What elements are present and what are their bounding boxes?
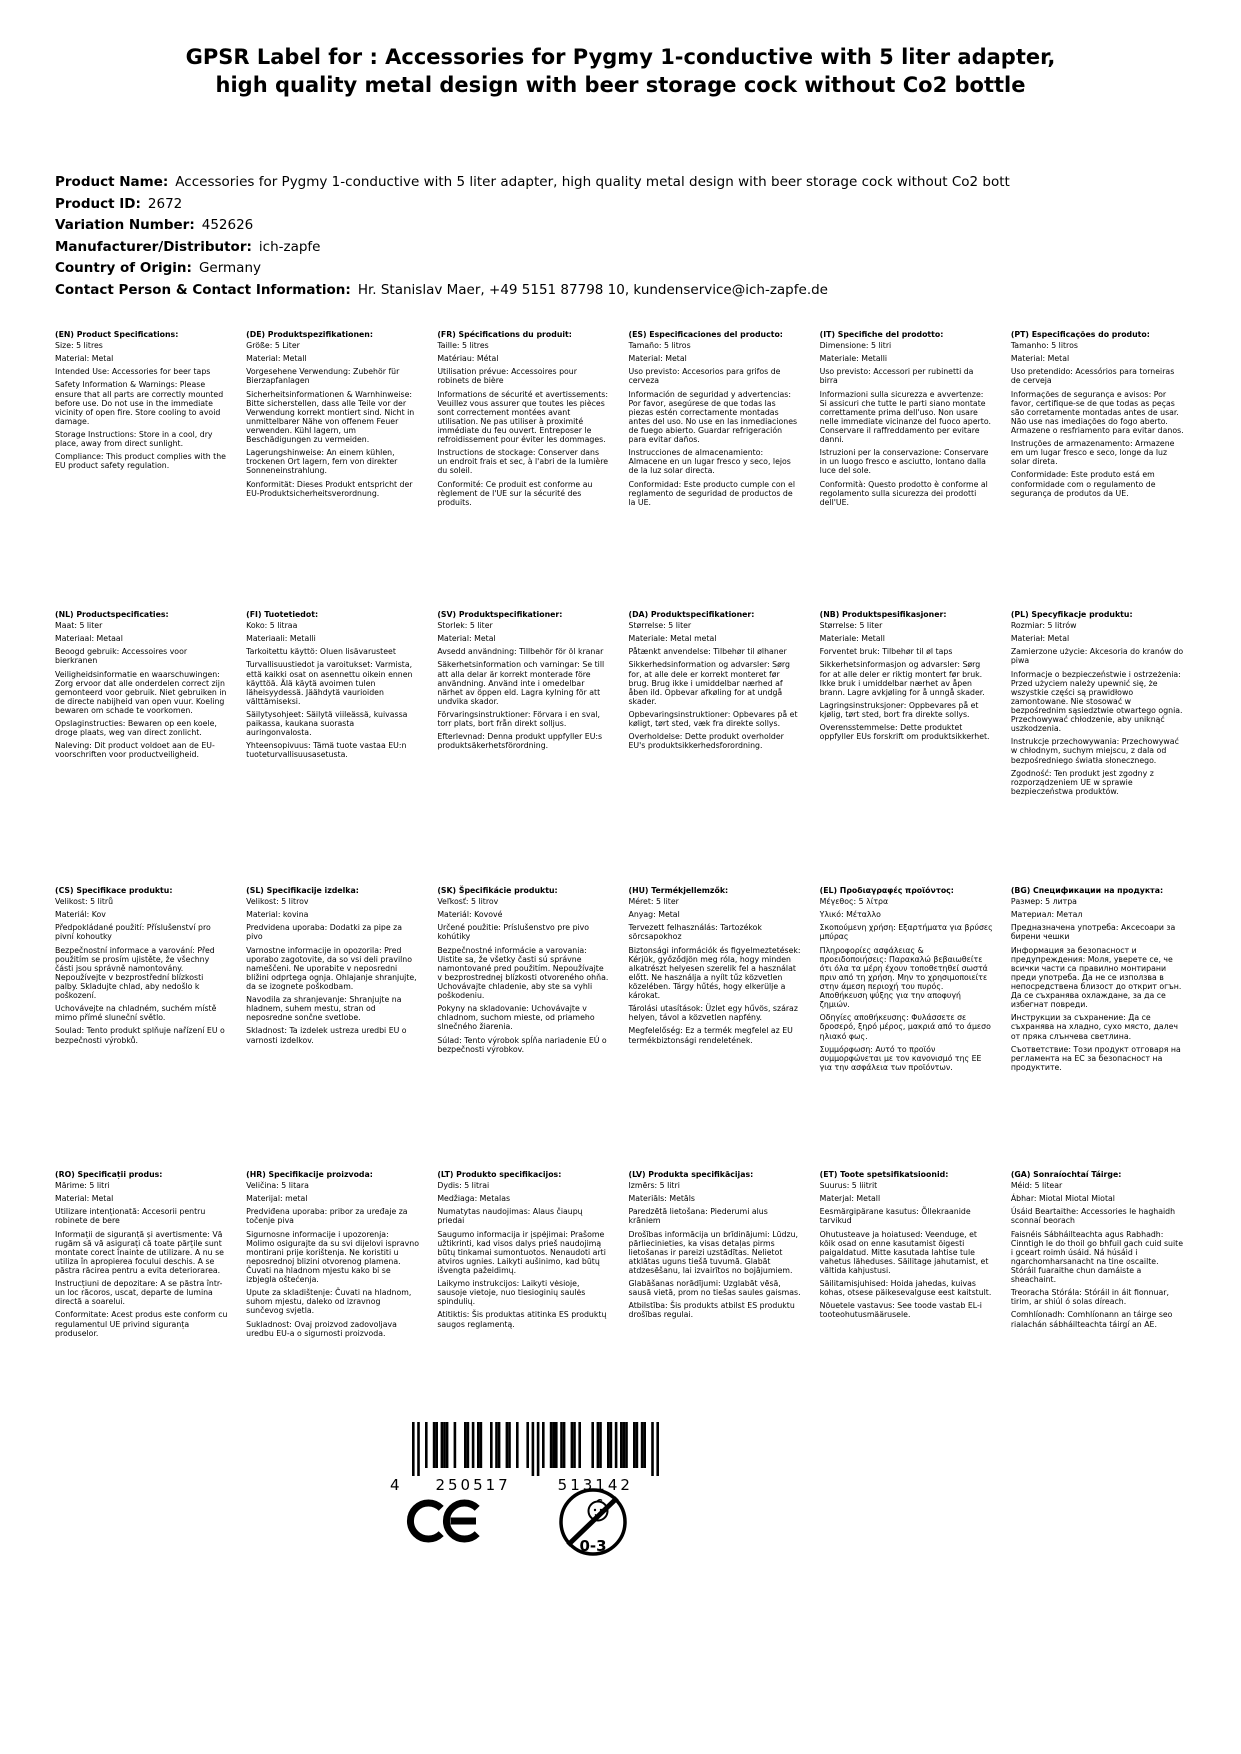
spec-paragraph: Material: Metal	[437, 634, 496, 644]
spec-paragraph: Informations de sécurité et avertissements: Veuillez vous assurer que toutes les pièces sont correctement montées avant utilisation. Ne pas utiliser à proximité immédiate du feu ouvert. Entreposer le refroidissement pour éviter les dommages.	[437, 389, 608, 445]
spec-block-cs	[55, 886, 231, 1170]
spec-paragraph: Materiaal: Metaal	[55, 634, 123, 644]
spec-paragraph: Súlad: Tento výrobok spĺňa nariadenie EÚ o bezpečnosti výrobkov.	[437, 1035, 607, 1054]
spec-paragraph: Dydis: 5 litrai	[437, 1181, 490, 1191]
spec-heading: (LT) Produkto specifikacijos:	[437, 1170, 562, 1179]
spec-paragraph: Utilisation prévue: Accessoires pour robinets de bière	[437, 367, 577, 386]
spec-paragraph: Påtænkt anvendelse: Tilbehør til ølhaner	[628, 647, 787, 657]
spec-paragraph: Veličina: 5 litara	[246, 1181, 309, 1191]
spec-paragraph: Faisnéis Sábháilteachta agus Rabhadh: Cinntigh le do thoil go bhfuil gach cuid suite i gceart roimh úsáid. Ná húsáid i ngarchomharsanacht na tine oscailte. Stóráil fuaraithe chun damáiste a sheachaint.	[1010, 1229, 1183, 1285]
spec-paragraph: Predvidena uporaba: Dodatki za pipe za pivo	[246, 923, 402, 942]
spec-paragraph: Instrucciones de almacenamiento: Almacene en un lugar fresco y seco, lejos de la luz solar directa.	[628, 448, 791, 476]
spec-paragraph: Overensstemmelse: Dette produktet oppfyller EUs forskrift om produktsikkerhet.	[819, 723, 990, 742]
spec-heading: (ET) Toote spetsifikatsioonid:	[819, 1170, 949, 1179]
spec-heading: (LV) Produkta specifikācijas:	[628, 1170, 754, 1179]
spec-paragraph: Informações de segurança e avisos: Por favor, certifique-se de que todas as peças são corretamente montadas antes de usar. Não use nas imediações do fogo aberto. Armazene o resfriamento para evitar danos.	[1010, 389, 1184, 435]
spec-heading: (RO) Specificații produs:	[55, 1170, 163, 1179]
spec-heading: (EN) Product Specifications:	[55, 330, 179, 339]
spec-block-pl	[1011, 610, 1187, 886]
spec-heading: (SL) Specifikacije izdelka:	[246, 886, 359, 895]
spec-paragraph: Material: Metal	[1010, 354, 1070, 364]
spec-paragraph: Sikkerhedsinformation og advarsler: Sørg for, at alle dele er korrekt monteret før brug. Brug ikke i umiddelbar nærhed af åben ild. Opbevar afkøling for at undgå skader.	[628, 660, 790, 706]
info-row	[55, 172, 1237, 194]
spec-paragraph: Uso pretendido: Acessórios para torneiras de cerveja	[1010, 367, 1175, 386]
spec-paragraph: Información de seguridad y advertencias: Por favor, asegúrese de que todas las piezas estén correctamente montadas antes del uso. No use en las inmediaciones de fuego abierto. Guardar refrigeración para evitar daños.	[628, 389, 798, 445]
spec-paragraph: Biztonsági információk és figyelmeztetések: Kérjük, győződjön meg róla, hogy minden alkatrészt helyesen szerelik fel a használat előtt. Ne használja a nyílt tűz közvetlen közelében. Tárgy hűtés, hogy elkerülje a károkat.	[628, 945, 801, 1001]
spec-paragraph: Materiał: Metal	[1010, 634, 1070, 644]
spec-paragraph: Turvallisuustiedot ja varoitukset: Varmista, että kaikki osat on asennettu oikein ennen käyttöä. Älä käytä avoimen tulen läheisyydessä. Jäähdytä vaurioiden välttämiseksi.	[246, 660, 413, 706]
spec-paragraph: Ábhar: Miotal Miotal Miotal	[1010, 1194, 1115, 1204]
spec-paragraph: Mărime: 5 litri	[55, 1181, 110, 1191]
spec-paragraph: Tarkoitettu käyttö: Oluen lisävarusteet	[246, 647, 396, 657]
spec-paragraph: Materiāls: Metāls	[628, 1194, 695, 1204]
spec-paragraph: Förvaringsinstruktioner: Förvara i en sval, torr plats, bort från direkt solljus.	[437, 709, 601, 729]
spec-paragraph: Conformitate: Acest produs este conform cu regulamentul UE privind siguranța produselor.	[55, 1310, 228, 1338]
spec-paragraph: Glabāšanas norādījumi: Uzglabāt vēsā, sausā vietā, prom no tiešas saules gaismas.	[628, 1279, 801, 1298]
spec-block-ga	[1011, 1170, 1187, 1342]
spec-paragraph: Varnostne informacije in opozorila: Pred uporabo zagotovite, da so vsi deli pravilno nameščeni. Ne uporabite v neposredni bližini odprtega ognja. Ohlajanje shranjujte, da se izognete poškodbam.	[246, 945, 417, 991]
info-value: 2672	[147, 195, 183, 212]
spec-paragraph: Materiál: Kovové	[437, 910, 503, 920]
spec-paragraph: Izmērs: 5 litri	[628, 1181, 680, 1191]
spec-heading: (NL) Productspecificaties:	[55, 610, 169, 619]
spec-paragraph: Nõuetele vastavus: See toode vastab EL-i tooteohutusmäärusele.	[819, 1301, 982, 1320]
barcode-right-digits: 513142	[557, 1476, 633, 1494]
info-label: Variation Number:	[55, 217, 195, 234]
info-value: Hr. Stanislav Maer, +49 5151 87798 10, kundenservice@ich-zapfe.de	[357, 281, 828, 298]
spec-heading: (BG) Спецификации на продукта:	[1010, 886, 1164, 895]
spec-paragraph: Paredzētā lietošana: Piederumi alus krāniem	[628, 1207, 768, 1226]
spec-paragraph: Yhteensopivuus: Tämä tuote vastaa EU:n tuoteturvallisuusasetusta.	[246, 741, 407, 760]
spec-paragraph: Materiale: Metalli	[819, 354, 888, 364]
spec-heading: (NB) Produktspesifikasjoner:	[819, 610, 947, 619]
language-grid	[55, 330, 1187, 1342]
spec-paragraph: Naleving: Dit product voldoet aan de EU-voorschriften voor productveiligheid.	[55, 741, 215, 760]
spec-paragraph: Materiale: Metall	[819, 634, 885, 644]
spec-heading: (EL) Προδιαγραφές προϊόντος:	[819, 886, 954, 895]
spec-paragraph: Υλικό: Μέταλλο	[819, 910, 881, 920]
spec-paragraph: Upute za skladištenje: Čuvati na hladnom, suhom mjestu, daleko od izravnog sunčevog svjetla.	[246, 1288, 412, 1316]
spec-paragraph: Veiligheidsinformatie en waarschuwingen: Zorg ervoor dat alle onderdelen correct zijn gemonteerd voor gebruik. Niet gebruiken in de directe nabijheid van open vuur. Koeling bewaren om schade te voorkomen.	[55, 669, 227, 715]
spec-paragraph: Conformidade: Este produto está em conformidade com o regulamento de segurança de produtos da UE.	[1010, 470, 1156, 498]
spec-paragraph: Predviđena uporaba: pribor za uređaje za točenje piva	[246, 1207, 408, 1226]
spec-paragraph: Säkerhetsinformation och varningar: Se till att alla delar är korrekt monterade före användning. Använd inte i omedelbar närhet av öppen eld. Lagra kylning för att undvika skador.	[437, 660, 605, 706]
spec-paragraph: Размер: 5 литра	[1010, 897, 1077, 907]
barcode-lead-digit: 4	[390, 1476, 403, 1494]
spec-heading: (SV) Produktspecifikationer:	[437, 610, 563, 619]
spec-paragraph: Anyag: Metal	[628, 910, 680, 920]
spec-paragraph: Storage Instructions: Store in a cool, dry place, away from direct sunlight.	[55, 429, 213, 449]
spec-paragraph: Съответствие: Този продукт отговаря на регламента на ЕС за безопасност на продуктите.	[1010, 1044, 1181, 1072]
spec-block-pt	[1011, 330, 1187, 610]
spec-paragraph: Bezpečnostné informácie a varovania: Uistite sa, že všetky časti sú správne namontované pred použitím. Nepoužívajte v bezprostrednej blízkosti otvoreného ohňa. Uchovávajte chladenie, aby ste sa vyhli poškodeniu.	[437, 945, 609, 1001]
spec-paragraph: Rozmiar: 5 litrów	[1010, 621, 1077, 631]
spec-paragraph: Conformità: Questo prodotto è conforme al regolamento sulla sicurezza dei prodotti dell'UE.	[819, 479, 988, 507]
spec-paragraph: Materiál: Kov	[55, 910, 106, 920]
spec-paragraph: Ohutusteave ja hoiatused: Veenduge, et kõik osad on enne kasutamist õigesti paigaldatud. Mitte kasutada lahtise tule vahetus läheduses. Säilitage jahutamist, et vältida kahjustusi.	[819, 1229, 989, 1275]
spec-paragraph: Drošības informācija un brīdinājumi: Lūdzu, pārliecinieties, ka visas detaļas pirms lietošanas ir pareizi uzstādītas. Nelietot atklātas uguns tiešā tuvumā. Glabāt atdzesēšanu, lai izvairītos no bojājumiem.	[628, 1229, 798, 1275]
spec-paragraph: Предназначена употреба: Аксесоари за бирени чешки	[1010, 923, 1176, 942]
spec-paragraph: Uchovávejte na chladném, suchém místě mimo přímé sluneční světlo.	[55, 1004, 217, 1023]
spec-paragraph: Taille: 5 litres	[437, 341, 489, 351]
spec-paragraph: Material: kovina	[246, 910, 309, 920]
spec-paragraph: Opbevaringsinstruktioner: Opbevares på et køligt, tørt sted, væk fra direkte sollys.	[628, 709, 798, 729]
spec-paragraph: Größe: 5 Liter	[246, 341, 300, 351]
spec-paragraph: Størrelse: 5 liter	[628, 621, 692, 631]
spec-paragraph: Velikost: 5 litrů	[55, 897, 114, 907]
info-label: Contact Person & Contact Information:	[55, 281, 351, 298]
spec-heading: (ES) Especificaciones del producto:	[628, 330, 783, 339]
spec-paragraph: Numatytas naudojimas: Alaus čiaupų priedai	[437, 1207, 583, 1226]
spec-block-da	[629, 610, 805, 886]
spec-paragraph: Matériau: Métal	[437, 354, 499, 364]
spec-heading: (HR) Specifikacije proizvoda:	[246, 1170, 373, 1179]
spec-paragraph: Materijal: metal	[246, 1194, 308, 1204]
spec-paragraph: Informacje o bezpieczeństwie i ostrzeżenia: Przed użyciem należy upewnić się, że wszystkie części są prawidłowo zamontowane. Nie stosować w bezpośrednim sąsiedztwie otwartego ognia. Przechowywać chłodzenie, aby uniknąć uszkodzenia.	[1010, 669, 1183, 734]
info-label: Product Name:	[55, 174, 169, 190]
spec-paragraph: Instrukcje przechowywania: Przechowywać w chłodnym, suchym miejscu, z dala od bezpośredniego światła słonecznego.	[1010, 737, 1179, 765]
info-value: 452626	[201, 217, 254, 234]
spec-paragraph: Material: Metall	[246, 354, 307, 364]
spec-paragraph: Instrucțiuni de depozitare: A se păstra într- un loc răcoros, uscat, departe de lumina directă a soarelui.	[55, 1279, 223, 1307]
spec-paragraph: Utilizare intenționată: Accesorii pentru robinete de bere	[55, 1207, 206, 1226]
spec-paragraph: Avsedd användning: Tillbehör för öl kranar	[437, 647, 604, 657]
spec-paragraph: Efterlevnad: Denna produkt uppfyller EU:s produktsäkerhetsförordning.	[437, 732, 603, 751]
spec-block-nl	[55, 610, 231, 886]
spec-paragraph: Conformidad: Este producto cumple con el reglamento de seguridad de productos de la UE.	[628, 479, 795, 507]
spec-paragraph: Lagerungshinweise: An einem kühlen, trockenen Ort lagern, fern von direkter Sonneneinstrahlung.	[246, 448, 398, 476]
spec-paragraph: Bezpečnostní informace a varování: Před použitím se prosím ujistěte, že všechny části jsou správně namontovány. Nepoužívejte v bezprostřední blízkosti palby. Skladujte chlad, aby nedošlo k poškození.	[55, 945, 215, 1001]
spec-paragraph: Sukladnost: Ovaj proizvod zadovoljava uredbu EU-a o sigurnosti proizvoda.	[246, 1319, 397, 1338]
page-title: GPSR Label for : Accessories for Pygmy 1-conductive with 5 liter adapter, high quality metal design with beer storage cock without Co2 bottle	[185, 45, 1056, 97]
age-warning-0-3-icon	[556, 1484, 630, 1564]
spec-paragraph: Материал: Метал	[1010, 910, 1083, 920]
spec-heading: (IT) Specifiche del prodotto:	[819, 330, 944, 339]
spec-paragraph: Suurus: 5 liitrit	[819, 1181, 878, 1191]
spec-paragraph: Size: 5 litres	[55, 341, 103, 351]
product-info	[55, 172, 1237, 302]
spec-paragraph: Materiaali: Metalli	[246, 634, 316, 644]
spec-paragraph: Инструкции за съхранение: Да се съхранява на хладно, сухо място, далеч от пряка слънчева светлина.	[1010, 1013, 1178, 1041]
spec-paragraph: Atbilstība: Šis produkts atbilst ES produktu drošības regulai.	[628, 1301, 795, 1320]
spec-paragraph: Sikkerhetsinformasjon og advarsler: Sørg for at alle deler er riktig montert før bruk. Ikke bruk i umiddelbar nærhet av åpen brann. Lagre avkjøling for å unngå skader.	[819, 660, 985, 697]
spec-paragraph: Eesmärgipärane kasutus: Õllekraanide tarvikud	[819, 1207, 971, 1226]
spec-paragraph: Størrelse: 5 liter	[819, 621, 883, 631]
spec-paragraph: Konformität: Dieses Produkt entspricht der EU-Produktsicherheitsverordnung.	[246, 479, 413, 498]
spec-block-hu	[629, 886, 805, 1170]
spec-paragraph: Material: Metal	[55, 1194, 114, 1204]
info-value: ich-zapfe	[258, 238, 321, 255]
ce-mark-icon	[406, 1496, 490, 1546]
spec-paragraph: Treoracha Stórála: Stóráil in áit fionnuar, tirim, ar shiúl ó solas díreach.	[1010, 1288, 1169, 1307]
spec-paragraph: Opslaginstructies: Bewaren op een koele, droge plaats, weg van direct zonlicht.	[55, 719, 217, 738]
spec-heading: (SK) Špecifikácie produktu:	[437, 886, 558, 895]
barcode-left-digits: 250517	[435, 1476, 511, 1494]
spec-paragraph: Overholdelse: Dette produkt overholder EU's produktsikkerhedsforordning.	[628, 732, 784, 751]
spec-block-en	[55, 330, 231, 610]
spec-paragraph: Dimensione: 5 litri	[819, 341, 892, 351]
spec-paragraph: Informații de siguranță și avertismente: Vă rugăm să vă asigurați că toate părțile sunt montate corect înainte de utilizare. A nu se utiliza în apropierea focului deschis. A se păstra răcirea pentru a evita deteriorarea.	[55, 1229, 224, 1275]
spec-paragraph: Navodila za shranjevanje: Shranjujte na hladnem, suhem mestu, stran od neposredne sončne svetlobe.	[246, 995, 402, 1023]
spec-paragraph: Atitiktis: Šis produktas atitinka ES produktų saugos reglamentą.	[437, 1310, 607, 1329]
spec-paragraph: Οδηγίες αποθήκευσης: Φυλάσσετε σε δροσερό, ξηρό μέρος, μακριά από το άμεσο ηλιακό φως.	[819, 1013, 991, 1041]
spec-paragraph: Συμμόρφωση: Αυτό το προϊόν συμμορφώνεται με τον κανονισμό της ΕΕ για την ασφάλεια των προϊόντων.	[819, 1044, 982, 1072]
spec-heading: (DE) Produktspezifikationen:	[246, 330, 373, 339]
spec-paragraph: Conformité: Ce produit est conforme au règlement de l'UE sur la sécurité des produits.	[437, 479, 593, 507]
spec-heading: (CS) Specifikace produktu:	[55, 886, 173, 895]
spec-block-el	[820, 886, 996, 1170]
info-value: Germany	[198, 260, 261, 277]
spec-paragraph: Méid: 5 litear	[1010, 1181, 1063, 1191]
spec-paragraph: Megfelelőség: Ez a termék megfelel az EU termékbiztonsági rendeletének.	[628, 1026, 793, 1045]
spec-paragraph: Compliance: This product complies with the EU product safety regulation.	[55, 452, 226, 471]
info-row	[55, 215, 1237, 237]
spec-paragraph: Skladnost: Ta izdelek ustreza uredbi EU o varnosti izdelkov.	[246, 1026, 407, 1045]
spec-paragraph: Tamaño: 5 litros	[628, 341, 691, 351]
spec-block-nb	[820, 610, 996, 886]
spec-paragraph: Instructions de stockage: Conserver dans un endroit frais et sec, à l'abri de la lumière du soleil.	[437, 448, 609, 476]
spec-block-hr	[246, 1170, 422, 1342]
spec-paragraph: Uso previsto: Accessori per rubinetti da birra	[819, 367, 974, 386]
spec-paragraph: Lagringsinstruksjoner: Oppbevares på et kjølig, tørt sted, bort fra direkte sollys.	[819, 700, 979, 719]
spec-block-sl	[246, 886, 422, 1170]
info-value: Accessories for Pygmy 1-conductive with 5 liter adapter, high quality metal design with beer storage cock without Co2 bott	[175, 174, 1010, 190]
spec-paragraph: Veľkosť: 5 litrov	[437, 897, 499, 907]
spec-block-fi	[246, 610, 422, 886]
spec-paragraph: Material: Metal	[628, 354, 687, 364]
spec-block-it	[820, 330, 996, 610]
info-row	[55, 280, 1237, 302]
spec-paragraph: Maat: 5 liter	[55, 621, 103, 631]
spec-paragraph: Určené použitie: Príslušenstvo pre pivo kohútiky	[437, 923, 590, 942]
spec-block-ro	[55, 1170, 231, 1342]
spec-paragraph: Vorgesehene Verwendung: Zubehör für Bierzapfanlagen	[246, 367, 400, 386]
spec-block-lt	[437, 1170, 613, 1342]
spec-paragraph: Méret: 5 liter	[628, 897, 679, 907]
spec-heading: (GA) Sonraíochtaí Táirge:	[1010, 1170, 1122, 1179]
info-row	[55, 194, 1237, 216]
spec-paragraph: Medžiaga: Metalas	[437, 1194, 511, 1204]
info-row	[55, 258, 1237, 280]
spec-block-et	[820, 1170, 996, 1342]
info-label: Manufacturer/Distributor:	[55, 238, 252, 255]
spec-paragraph: Sicherheitsinformationen & Warnhinweise: Bitte sicherstellen, dass alle Teile vor der Verwendung korrekt montiert sind. Nicht in unmittelbarer Nähe von offenem Feuer verwenden. Kühl lagern, um Beschädigungen zu vermeiden.	[246, 389, 415, 445]
spec-paragraph: Intended Use: Accessories for beer taps	[55, 367, 211, 377]
spec-paragraph: Safety Information & Warnings: Please ensure that all parts are correctly mounted before use. Do not use in the immediate vicinity of open fire. Store cooling to avoid damage.	[55, 380, 224, 426]
spec-block-es	[629, 330, 805, 610]
spec-block-de	[246, 330, 422, 610]
spec-paragraph: Materiale: Metal metal	[628, 634, 717, 644]
spec-paragraph: Σκοπούμενη χρήση: Εξαρτήματα για βρύσες μπύρας	[819, 923, 993, 942]
spec-paragraph: Uso previsto: Accesorios para grifos de cerveza	[628, 367, 781, 386]
spec-paragraph: Koko: 5 litraa	[246, 621, 298, 631]
spec-block-sv	[437, 610, 613, 886]
spec-paragraph: Úsáid Beartaithe: Accessories le haghaidh sconnaí beorach	[1010, 1207, 1176, 1226]
age-range-label: 0-3	[579, 1537, 607, 1555]
spec-paragraph: Forventet bruk: Tilbehør til øl taps	[819, 647, 953, 657]
spec-paragraph: Sigurnosne informacije i upozorenja: Molimo osigurajte da su svi dijelovi ispravno montirani prije korištenja. Ne koristiti u neposrednoj blizini otvorenog plamena. Čuvati na hladnom mjestu kako bi se izbjegla oštećenja.	[246, 1229, 419, 1285]
info-row	[55, 237, 1237, 259]
spec-heading: (FR) Spécifications du produit:	[437, 330, 572, 339]
spec-paragraph: Μέγεθος: 5 λίτρα	[819, 897, 889, 907]
spec-heading: (HU) Termékjellemzők:	[628, 886, 729, 895]
spec-paragraph: Zgodność: Ten produkt jest zgodny z rozporządzeniem UE w sprawie bezpieczeństwa produktów.	[1010, 768, 1154, 796]
spec-paragraph: Säilytysohjeet: Säilytä viileässä, kuivassa paikassa, kaukana suorasta auringonvalosta.	[246, 709, 408, 738]
info-label: Product ID:	[55, 195, 141, 212]
spec-paragraph: Soulad: Tento produkt splňuje nařízení EU o bezpečnosti výrobků.	[55, 1026, 225, 1045]
spec-paragraph: Storlek: 5 liter	[437, 621, 493, 631]
spec-heading: (PT) Especificações do produto:	[1010, 330, 1150, 339]
spec-paragraph: Информация за безопасност и предупреждения: Моля, уверете се, че всички части са правилно монтирани преди употреба. Да не се използва в непосредствена близост до открит огън. Да се съхранява охлаждане, за да се избегнат повреди.	[1010, 945, 1182, 1010]
spec-heading: (DA) Produktspecifikationer:	[628, 610, 755, 619]
spec-paragraph: Saugumo informacija ir įspėjimai: Prašome užtikrinti, kad visos dalys prieš naudojimą būtų tinkamai sumontuotos. Nenaudoti arti atviros ugnies. Laikyti aušinimo, kad būtų išvengta pažeidimų.	[437, 1229, 606, 1275]
spec-heading: (FI) Tuotetiedot:	[246, 610, 319, 619]
spec-paragraph: Tamanho: 5 litros	[1010, 341, 1078, 351]
spec-paragraph: Säilitamisjuhised: Hoida jahedas, kuivas kohas, otsese päikesevalguse eest kaitstult.	[819, 1279, 992, 1298]
spec-paragraph: Beoogd gebruik: Accessoires voor bierkranen	[55, 647, 188, 666]
spec-paragraph: Zamierzone użycie: Akcesoria do kranów do piwa	[1010, 647, 1184, 666]
spec-paragraph: Comhlíonadh: Comhlíonann an táirge seo rialachán sábháilteachta táirgí an AE.	[1010, 1310, 1173, 1329]
spec-heading: (PL) Specyfikacje produktu:	[1010, 610, 1133, 619]
spec-paragraph: Πληροφορίες ασφάλειας & προειδοποιήσεις: Παρακαλώ βεβαιωθείτε ότι όλα τα μέρη έχουν τοποθετηθεί σωστά πριν από τη χρήση. Μην το χρησιμοποιείτε στην άμεση περιοχή του πυρός. Αποθήκευση ψύξης για την αποφυγή ζημιών.	[819, 945, 988, 1010]
info-label: Country of Origin:	[55, 260, 192, 277]
spec-block-fr	[437, 330, 613, 610]
spec-block-bg	[1011, 886, 1187, 1170]
spec-block-sk	[437, 886, 613, 1170]
spec-paragraph: Velikost: 5 litrov	[246, 897, 309, 907]
spec-paragraph: Tárolási utasítások: Üzlet egy hűvös, száraz helyen, távol a közvetlen napfény.	[628, 1004, 798, 1023]
spec-paragraph: Předpokládané použití: Příslušenství pro pivní kohoutky	[55, 923, 211, 942]
spec-paragraph: Pokyny na skladovanie: Uchovávajte v chladnom, suchom mieste, od priameho slnečného žiarenia.	[437, 1004, 595, 1032]
spec-paragraph: Informazioni sulla sicurezza e avvertenze: Si assicuri che tutte le parti siano montate correttamente prima dell'uso. Non usare nelle immediate vicinanze del fuoco aperto. Conservare il raffreddamento per evitare danni.	[819, 389, 991, 445]
spec-paragraph: Tervezett felhasználás: Tartozékok sörcsapokhoz	[628, 923, 762, 942]
spec-paragraph: Material: Metal	[55, 354, 114, 364]
spec-paragraph: Laikymo instrukcijos: Laikyti vėsioje, sausoje vietoje, nuo tiesioginių saulės spindulių.	[437, 1279, 586, 1307]
spec-paragraph: Istruzioni per la conservazione: Conservare in un luogo fresco e asciutto, lontano dalla luce del sole.	[819, 448, 989, 476]
spec-paragraph: Materjal: Metall	[819, 1194, 881, 1204]
spec-paragraph: Instruções de armazenamento: Armazene em um lugar fresco e seco, longe da luz solar direta.	[1010, 439, 1175, 467]
spec-block-lv	[629, 1170, 805, 1342]
